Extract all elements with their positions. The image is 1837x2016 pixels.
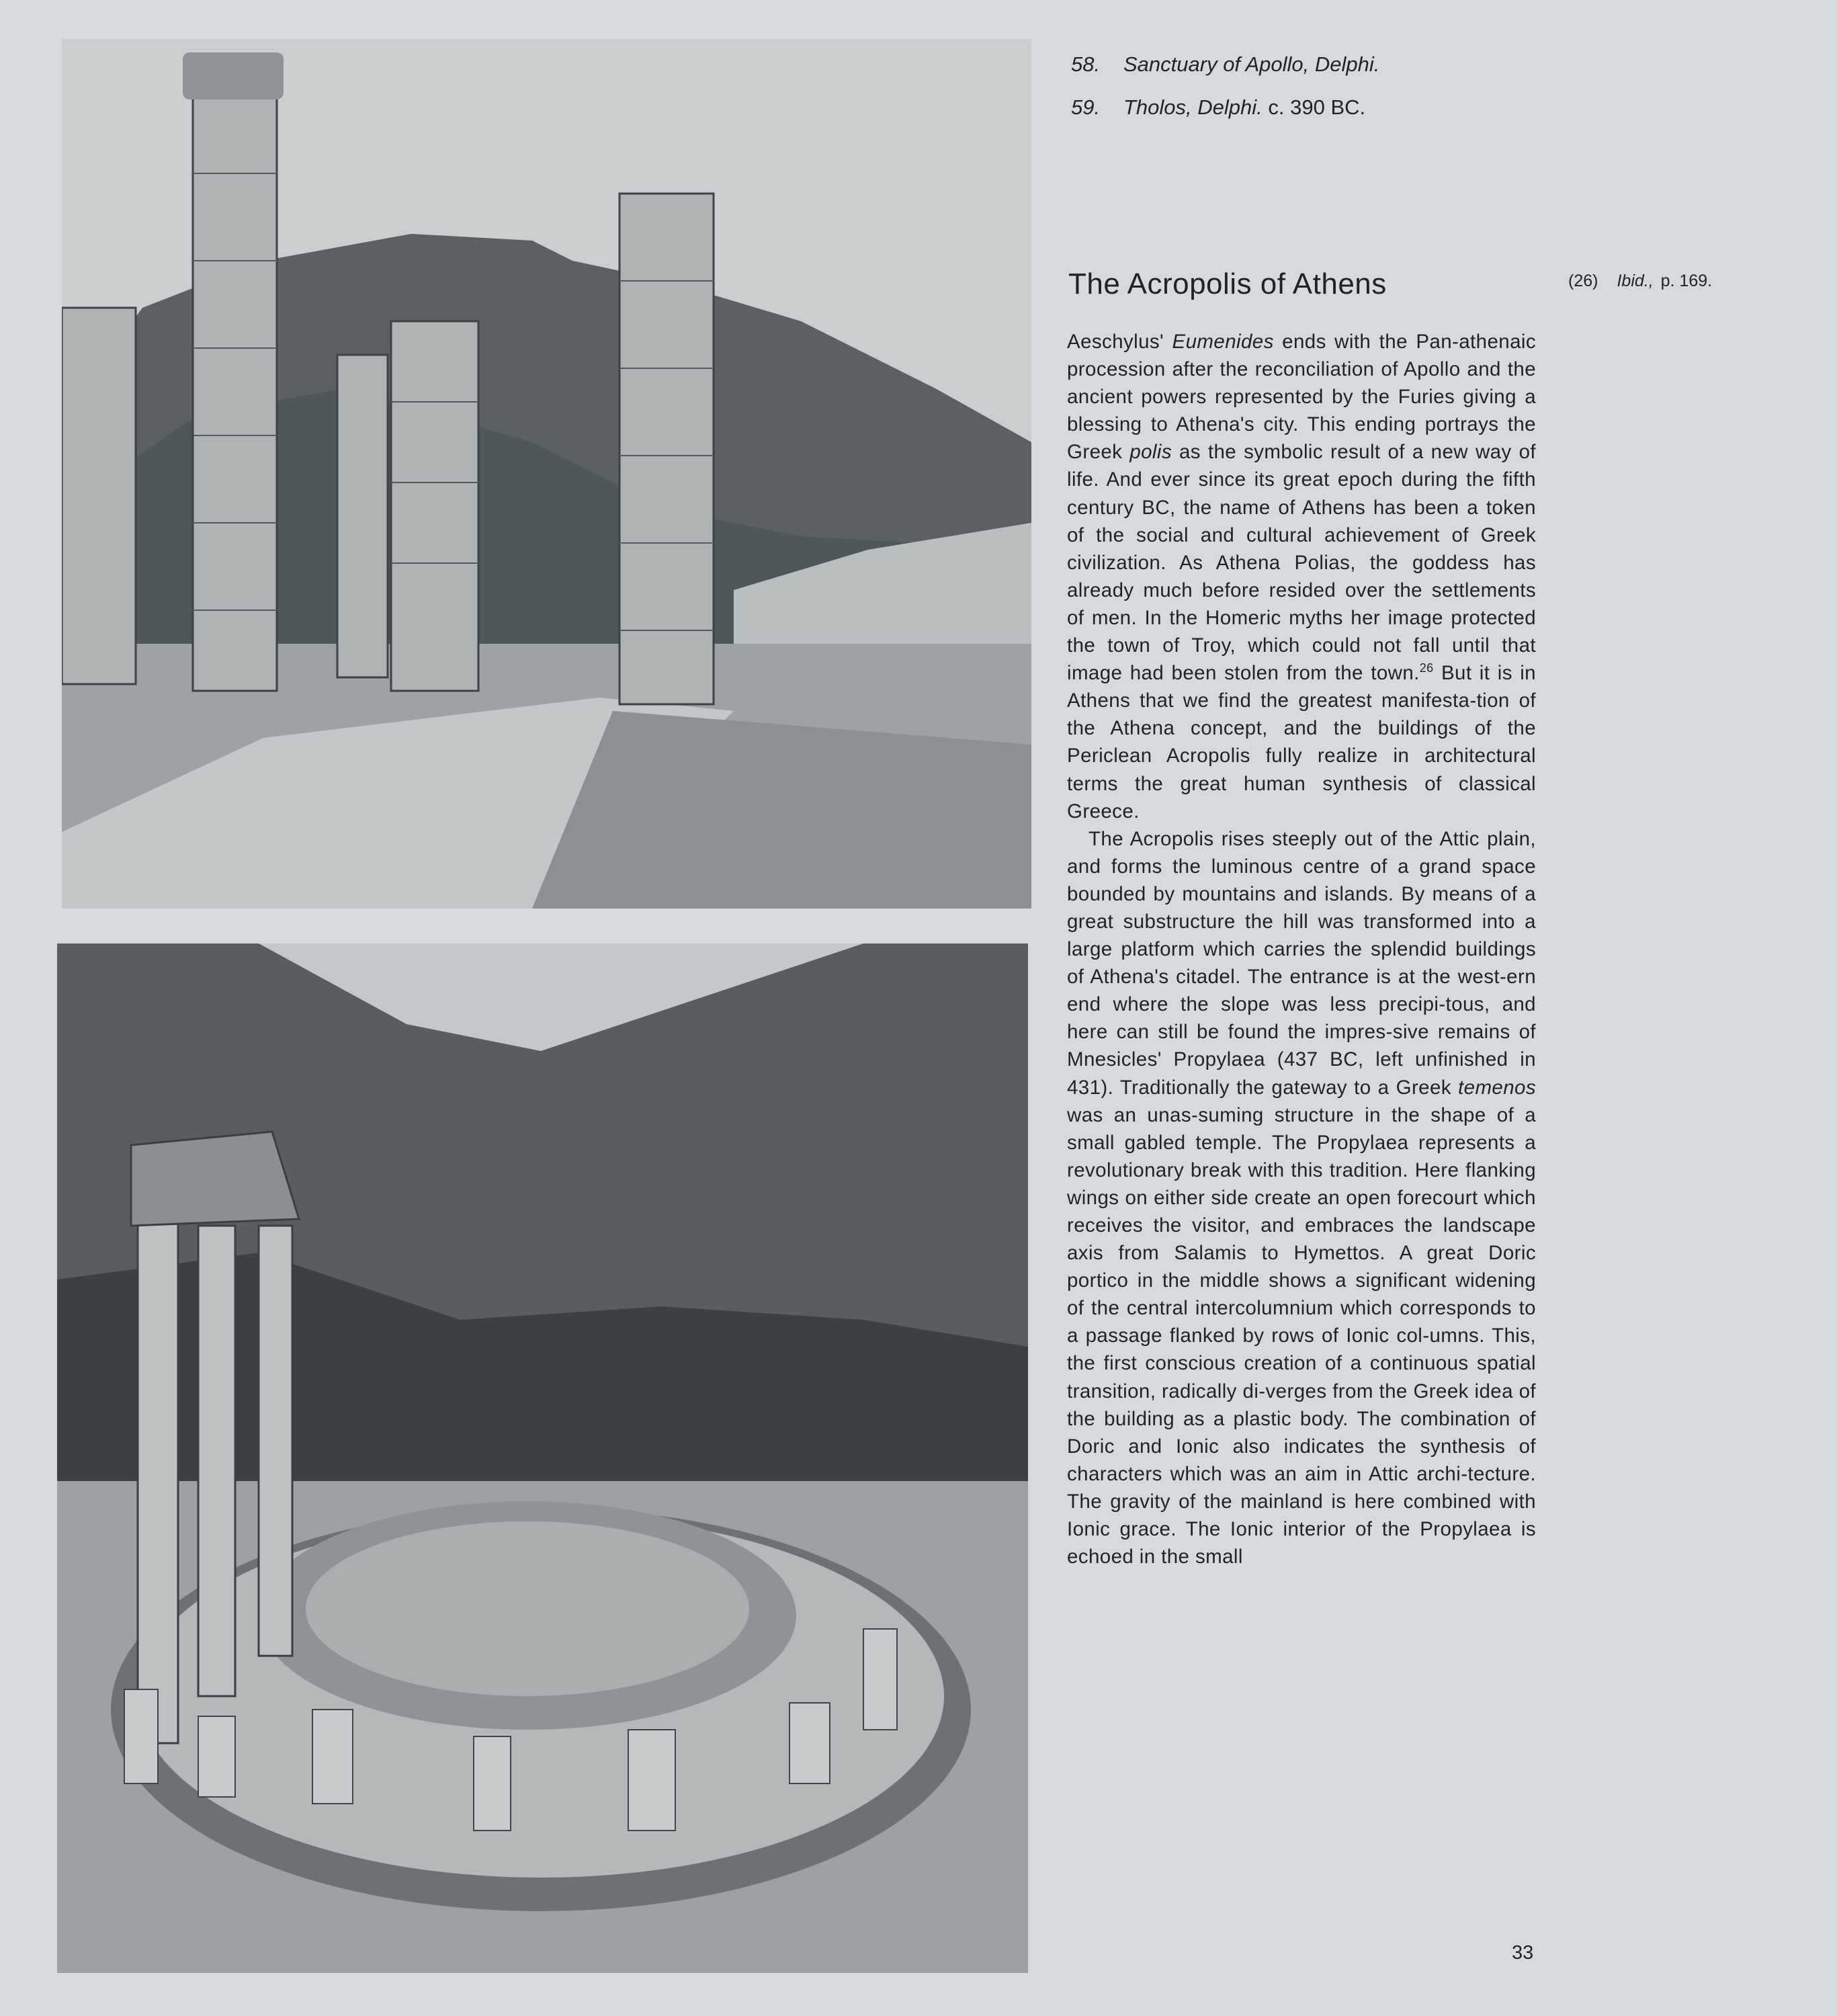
text-run: Aeschylus' (1067, 331, 1172, 353)
page-number: 33 (1512, 1942, 1534, 1964)
text-run: was an unas-suming structure in the shape of a small gabled temple. The Propylaea represents a revolutionary break with this tradition. Here flanking wings on either side create an open forecourt which receives the visitor, and embraces the landscape axis from Salamis to Hymettos. A great Doric portico in the middle shows a significant widening of the central intercolumnium which corresponds to a passage flanked by rows of Ionic col-umns. This, the first conscious creation of a continuous spatial transition, radically di-verges from the Greek idea of the building as a plastic body. The combination of Doric and Ionic also indicates the synthesis of characters which was an aim in Attic archi-tecture. The gravity of the mainland is here combined with Ionic grace. The Ionic interior of the Propylaea is echoed in the small (1067, 1103, 1536, 1568)
photo-sanctuary-of-apollo (62, 39, 1031, 909)
caption-text: Sanctuary of Apollo, Delphi. (1123, 52, 1380, 76)
caption-number: 58. (1071, 52, 1101, 76)
section-title: The Acropolis of Athens (1068, 267, 1387, 300)
caption-59 (1071, 94, 1541, 121)
caption-date: c. 390 BC. (1268, 95, 1366, 119)
text-run: But it is in Athens that we find the greatest manifesta-tion of the Athena concept, and the buildings of the Periclean Acropolis fully realize in architectural terms the great human synthesis of classical Greece. (1067, 662, 1536, 823)
text-run: The Acropolis rises steeply out of the Attic plain, and forms the luminous centre of a grand space bounded by mountains and islands. By means of a great substructure the hill was transformed into a large platform which carries the splendid buildings of Athena's citadel. The entrance is at the west-ern end where the slope was less precipi-tous, and here can still be found the impres-sive remains of Mnesicles' Propylaea (437 BC, left unfinished in 431). Traditionally the gateway to a Greek (1067, 827, 1536, 1099)
footnote-marker: 26 (1419, 661, 1434, 675)
italic-run: polis (1129, 441, 1172, 464)
text-run: as the symbolic result of a new way of life. And ever since its great epoch during the fifth century BC, the name of Athens has been a token of the social and cultural achievement of Greek civilization. As Athena Polias, the goddess has already much before resided over the settlements of men. In the Homeric myths her image protected the town of Troy, which could not fall until that image had been stolen from the town. (1067, 441, 1536, 685)
footnote-ref: Ibid., (1617, 271, 1654, 290)
caption-number: 59. (1071, 95, 1101, 119)
paragraph-2 (1067, 825, 1536, 1571)
photo-tholos-delphi (57, 943, 1028, 1973)
caption-58 (1071, 51, 1541, 78)
footnote-number: (26) (1568, 271, 1598, 290)
footnote (1568, 271, 1712, 291)
text-run: ends with the Pan-athenaic procession after the reconciliation of Apollo and the ancient powers represented by the Furies giving a blessing to Athena's city. This ending portrays the Greek (1067, 331, 1536, 464)
caption-text: Tholos, Delphi. (1123, 95, 1263, 119)
paragraph-1 (1067, 328, 1536, 825)
footnote-page: p. 169. (1660, 271, 1713, 290)
italic-run: Eumenides (1172, 331, 1274, 353)
figure-captions (1071, 51, 1541, 137)
body-text (1067, 328, 1536, 1570)
italic-run: temenos (1458, 1076, 1536, 1099)
